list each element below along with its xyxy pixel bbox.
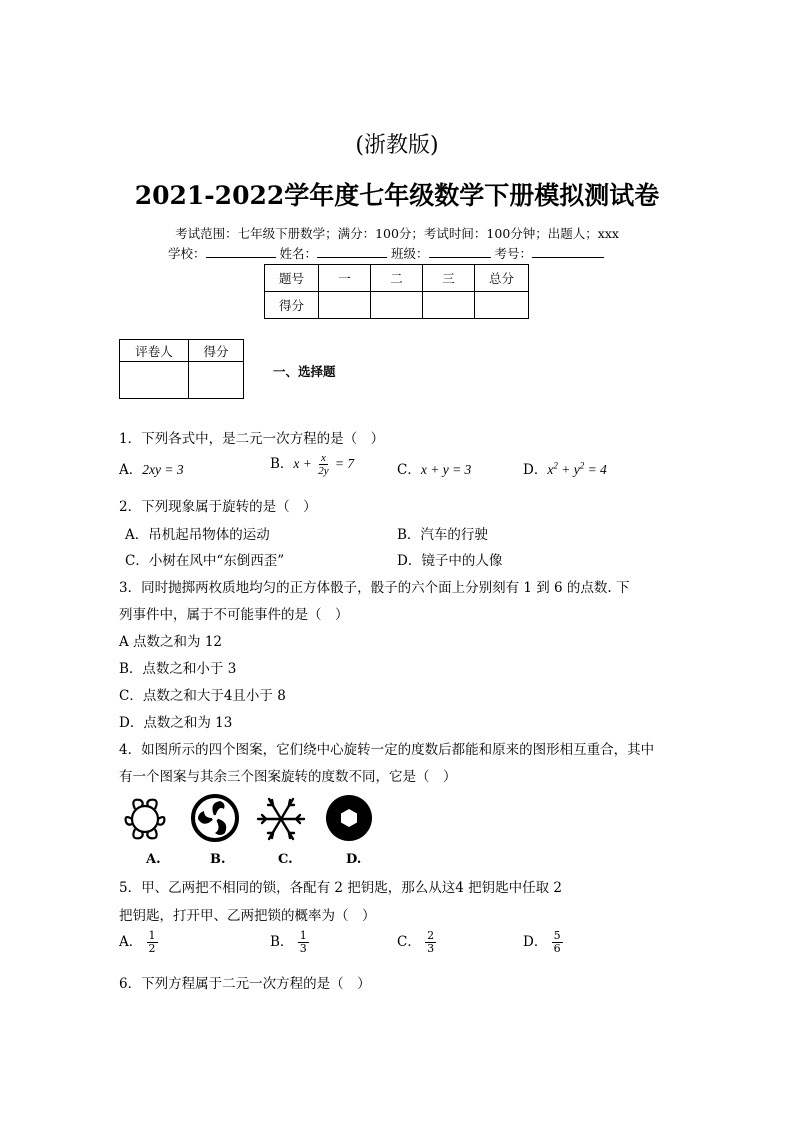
exam-number-field[interactable]: [532, 245, 604, 258]
option-label: A．: [119, 462, 143, 478]
question-3-option-a[interactable]: A 点数之和为 12: [119, 634, 223, 650]
option-label: B．: [270, 456, 294, 472]
question-2-option-b[interactable]: B．汽车的行驶: [397, 527, 488, 543]
question-1-option-b[interactable]: [270, 452, 354, 477]
question-5-stem-line1: 5．甲、乙两把不相同的锁，各配有 2 把钥匙，那么从这4 把钥匙中任取 2: [119, 880, 563, 896]
numerator: 1: [148, 929, 156, 942]
snowflake-icon[interactable]: [254, 792, 308, 846]
figure-label-c: C.: [278, 852, 293, 867]
question-1-option-d[interactable]: [523, 458, 607, 478]
table-row: [120, 362, 244, 399]
question-1-option-c[interactable]: [397, 458, 471, 478]
flower-pattern-icon[interactable]: [122, 794, 168, 844]
table-cell: 二: [371, 265, 423, 292]
triskelion-icon[interactable]: [190, 793, 240, 843]
option-label: D．: [523, 462, 548, 478]
numerator: x: [320, 452, 326, 464]
numerator: 1: [299, 929, 307, 942]
denominator: 3: [299, 942, 307, 955]
fraction: [298, 930, 309, 955]
table-cell: 题号: [265, 265, 319, 292]
edition-label: (浙教版): [355, 133, 439, 158]
table-cell[interactable]: [371, 292, 423, 319]
class-label: 班级：: [391, 246, 429, 261]
exponent: 2: [579, 460, 585, 471]
option-expression: 2xy = 3: [142, 462, 184, 477]
table-cell: 总分: [475, 265, 529, 292]
question-1-stem: 1．下列各式中，是二元一次方程的是（ ）: [119, 431, 385, 447]
question-3-stem-line1: 3．同时抛掷两枚质地均匀的正方体骰子，骰子的六个面上分别刻有 1 到 6 的点数. 下: [119, 580, 630, 596]
option-expression: x +: [293, 456, 312, 471]
question-3-option-b[interactable]: B．点数之和小于 3: [119, 661, 237, 677]
score-table: [264, 264, 529, 319]
exam-info: 考试范围：七年级下册数学；满分：100分；考试时间：100分钟；出题人；xxx: [175, 226, 619, 241]
denominator: 6: [553, 942, 561, 955]
option-expression: x: [547, 462, 554, 477]
numerator: 2: [427, 929, 435, 942]
exam-number-label: 考号：: [494, 246, 533, 261]
question-5-stem-line2: 把钥匙，打开甲、乙两把锁的概率为（ ）: [119, 908, 376, 924]
table-row: [265, 292, 529, 319]
table-row: [265, 265, 529, 292]
denominator: 3: [427, 942, 435, 955]
figure-label-b: B.: [210, 852, 226, 867]
table-cell[interactable]: [475, 292, 529, 319]
question-3-option-d[interactable]: D．点数之和为 13: [119, 715, 233, 731]
option-label: C．: [397, 934, 421, 950]
denominator: 2: [148, 942, 156, 955]
student-fields: [168, 244, 604, 262]
question-4-figures: [118, 792, 378, 867]
grader-table: [119, 339, 244, 399]
denominator: 2y: [318, 465, 329, 477]
table-cell: 评卷人: [120, 340, 189, 362]
option-label: C．: [397, 462, 421, 478]
question-4-stem-line2: 有一个图案与其余三个图案旋转的度数不同，它是（ ）: [119, 769, 457, 785]
exponent: 2: [553, 460, 558, 471]
table-cell: 一: [319, 265, 371, 292]
table-cell: 得分: [189, 340, 244, 362]
question-2-option-d[interactable]: D．镜子中的人像: [397, 553, 503, 569]
school-field[interactable]: [206, 245, 276, 258]
name-field[interactable]: [317, 245, 387, 258]
question-2-option-a[interactable]: A．吊机起吊物体的运动: [125, 527, 270, 543]
question-3-stem-line2: 列事件中，属于不可能事件的是（ ）: [119, 607, 349, 623]
question-5-option-d[interactable]: [523, 930, 563, 955]
option-expression: x + y = 3: [420, 462, 472, 477]
question-2-stem: 2．下列现象属于旋转的是（ ）: [119, 499, 317, 515]
page-title: 2021-2022学年度七年级数学下册模拟测试卷: [134, 181, 660, 210]
figure-label-d: D.: [346, 852, 362, 867]
hexagon-ring-icon[interactable]: [324, 793, 374, 843]
question-5-option-b[interactable]: [270, 930, 309, 955]
option-expression: + y: [557, 462, 580, 477]
option-expression: = 4: [584, 462, 607, 477]
section-title: 一、选择题: [273, 364, 336, 379]
fraction: [552, 930, 563, 955]
question-4-stem-line1: 4．如图所示的四个图案，它们绕中心旋转一定的度数后都能和原来的图形相互重合，其中: [119, 742, 655, 758]
numerator: 5: [553, 929, 561, 942]
fraction: [147, 930, 158, 955]
option-label: B．: [270, 934, 294, 950]
question-5-option-c[interactable]: [397, 930, 436, 955]
question-5-option-a[interactable]: [119, 930, 158, 955]
table-cell: 得分: [265, 292, 319, 319]
table-cell[interactable]: [423, 292, 475, 319]
fraction: [316, 452, 330, 477]
school-label: 学校：: [168, 246, 206, 261]
option-label: D．: [523, 934, 548, 950]
table-cell[interactable]: [189, 362, 244, 399]
question-6-stem: 6．下列方程属于二元一次方程的是（ ）: [119, 976, 371, 992]
class-field[interactable]: [429, 245, 491, 258]
question-2-option-c[interactable]: C．小树在风中“东倒西歪”: [125, 553, 285, 569]
option-label: A．: [119, 934, 143, 950]
name-label: 姓名：: [279, 246, 318, 261]
table-row: [120, 340, 244, 362]
question-1-option-a[interactable]: [119, 458, 184, 478]
option-expression: = 7: [334, 456, 355, 471]
table-cell[interactable]: [319, 292, 371, 319]
table-cell[interactable]: [120, 362, 189, 399]
fraction: [425, 930, 436, 955]
figure-label-a: A.: [146, 852, 161, 867]
table-cell: 三: [423, 265, 475, 292]
question-3-option-c[interactable]: C．点数之和大于4且小于 8: [119, 688, 286, 704]
